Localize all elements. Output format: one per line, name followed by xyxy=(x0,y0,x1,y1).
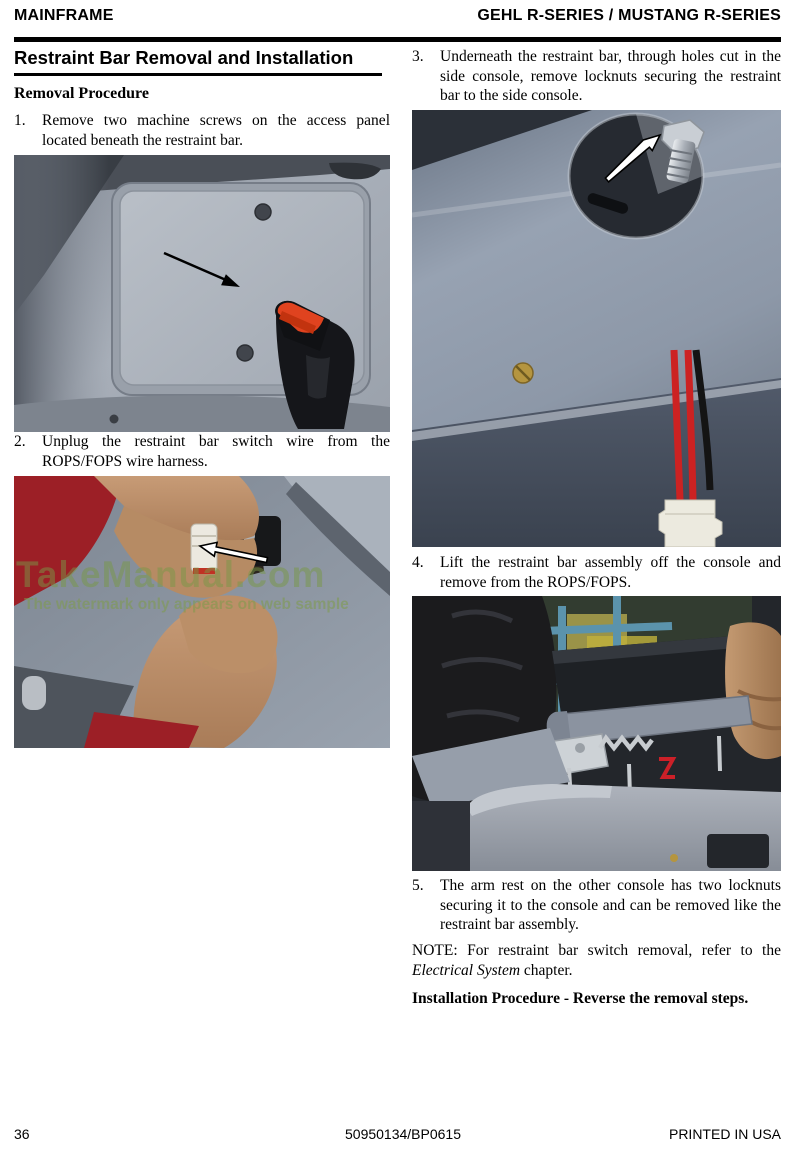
step-1 xyxy=(14,111,390,150)
figure-access-panel-photo xyxy=(14,155,390,432)
step-3-number: 3. xyxy=(412,48,424,65)
page-number: 36 xyxy=(14,1126,30,1142)
machine-screw-top xyxy=(255,204,271,220)
header-left: MAINFRAME xyxy=(14,7,114,24)
step-5-text: The arm rest on the other console has two locknuts securing it to the console and can be removed like the restraint bar assembly. xyxy=(440,877,781,933)
watermark-text: TakeManual.com xyxy=(16,554,326,595)
floor-shadow xyxy=(412,801,470,871)
document-code: 50950134/BP0615 xyxy=(345,1126,461,1142)
step-2 xyxy=(14,432,390,471)
note-text-end: chapter. xyxy=(520,961,573,979)
step-4-number: 4. xyxy=(412,554,424,571)
installation-procedure-line: Installation Procedure - Reverse the removal steps. xyxy=(412,990,749,1007)
printed-in-label: PRINTED IN USA xyxy=(668,1126,781,1142)
step-1-number: 1. xyxy=(14,112,26,129)
figure-restraint-bar-assembly-photo xyxy=(412,596,781,871)
step-2-number: 2. xyxy=(14,433,26,450)
step-5 xyxy=(412,876,781,935)
header-right: GEHL R-SERIES / MUSTANG R-SERIES xyxy=(477,7,781,24)
wire-connector xyxy=(659,500,722,547)
step-3 xyxy=(412,47,781,106)
access-panel-illustration xyxy=(14,155,390,432)
hinge-pin xyxy=(22,676,46,710)
small-screw xyxy=(110,415,119,424)
step-4 xyxy=(412,553,781,592)
machine-screw-bottom xyxy=(237,345,253,361)
header-rule xyxy=(14,37,781,42)
step-3-text: Underneath the restraint bar, through holes cut in the side console, remove locknuts securing the restraint bar to the side console. xyxy=(440,48,781,104)
figure-locknut-photo xyxy=(412,110,781,547)
watermark-subtext: The watermark only appears on web sample xyxy=(24,596,349,613)
restraint-bar-illustration xyxy=(412,596,781,871)
page-title: Restraint Bar Removal and Installation xyxy=(14,47,354,68)
figure-switch-wire-photo xyxy=(14,476,390,748)
subsection-title: Removal Procedure xyxy=(14,85,149,102)
step-5-number: 5. xyxy=(412,877,424,894)
note-paragraph xyxy=(412,941,781,980)
console-vent xyxy=(707,834,769,868)
left-shadow xyxy=(14,155,109,432)
note-text: NOTE: For restraint bar switch removal, refer to the xyxy=(412,942,781,959)
console-screw xyxy=(670,854,678,862)
step-2-text: Unplug the restraint bar switch wire from the ROPS/FOPS wire harness. xyxy=(42,433,390,470)
step-4-text: Lift the restraint bar assembly off the console and remove from the ROPS/FOPS. xyxy=(440,554,781,591)
locknut-illustration xyxy=(412,110,781,547)
note-italic-reference: Electrical System xyxy=(412,961,521,979)
step-1-text: Remove two machine screws on the access panel located beneath the restraint bar. xyxy=(42,112,390,149)
title-underline xyxy=(14,73,382,76)
